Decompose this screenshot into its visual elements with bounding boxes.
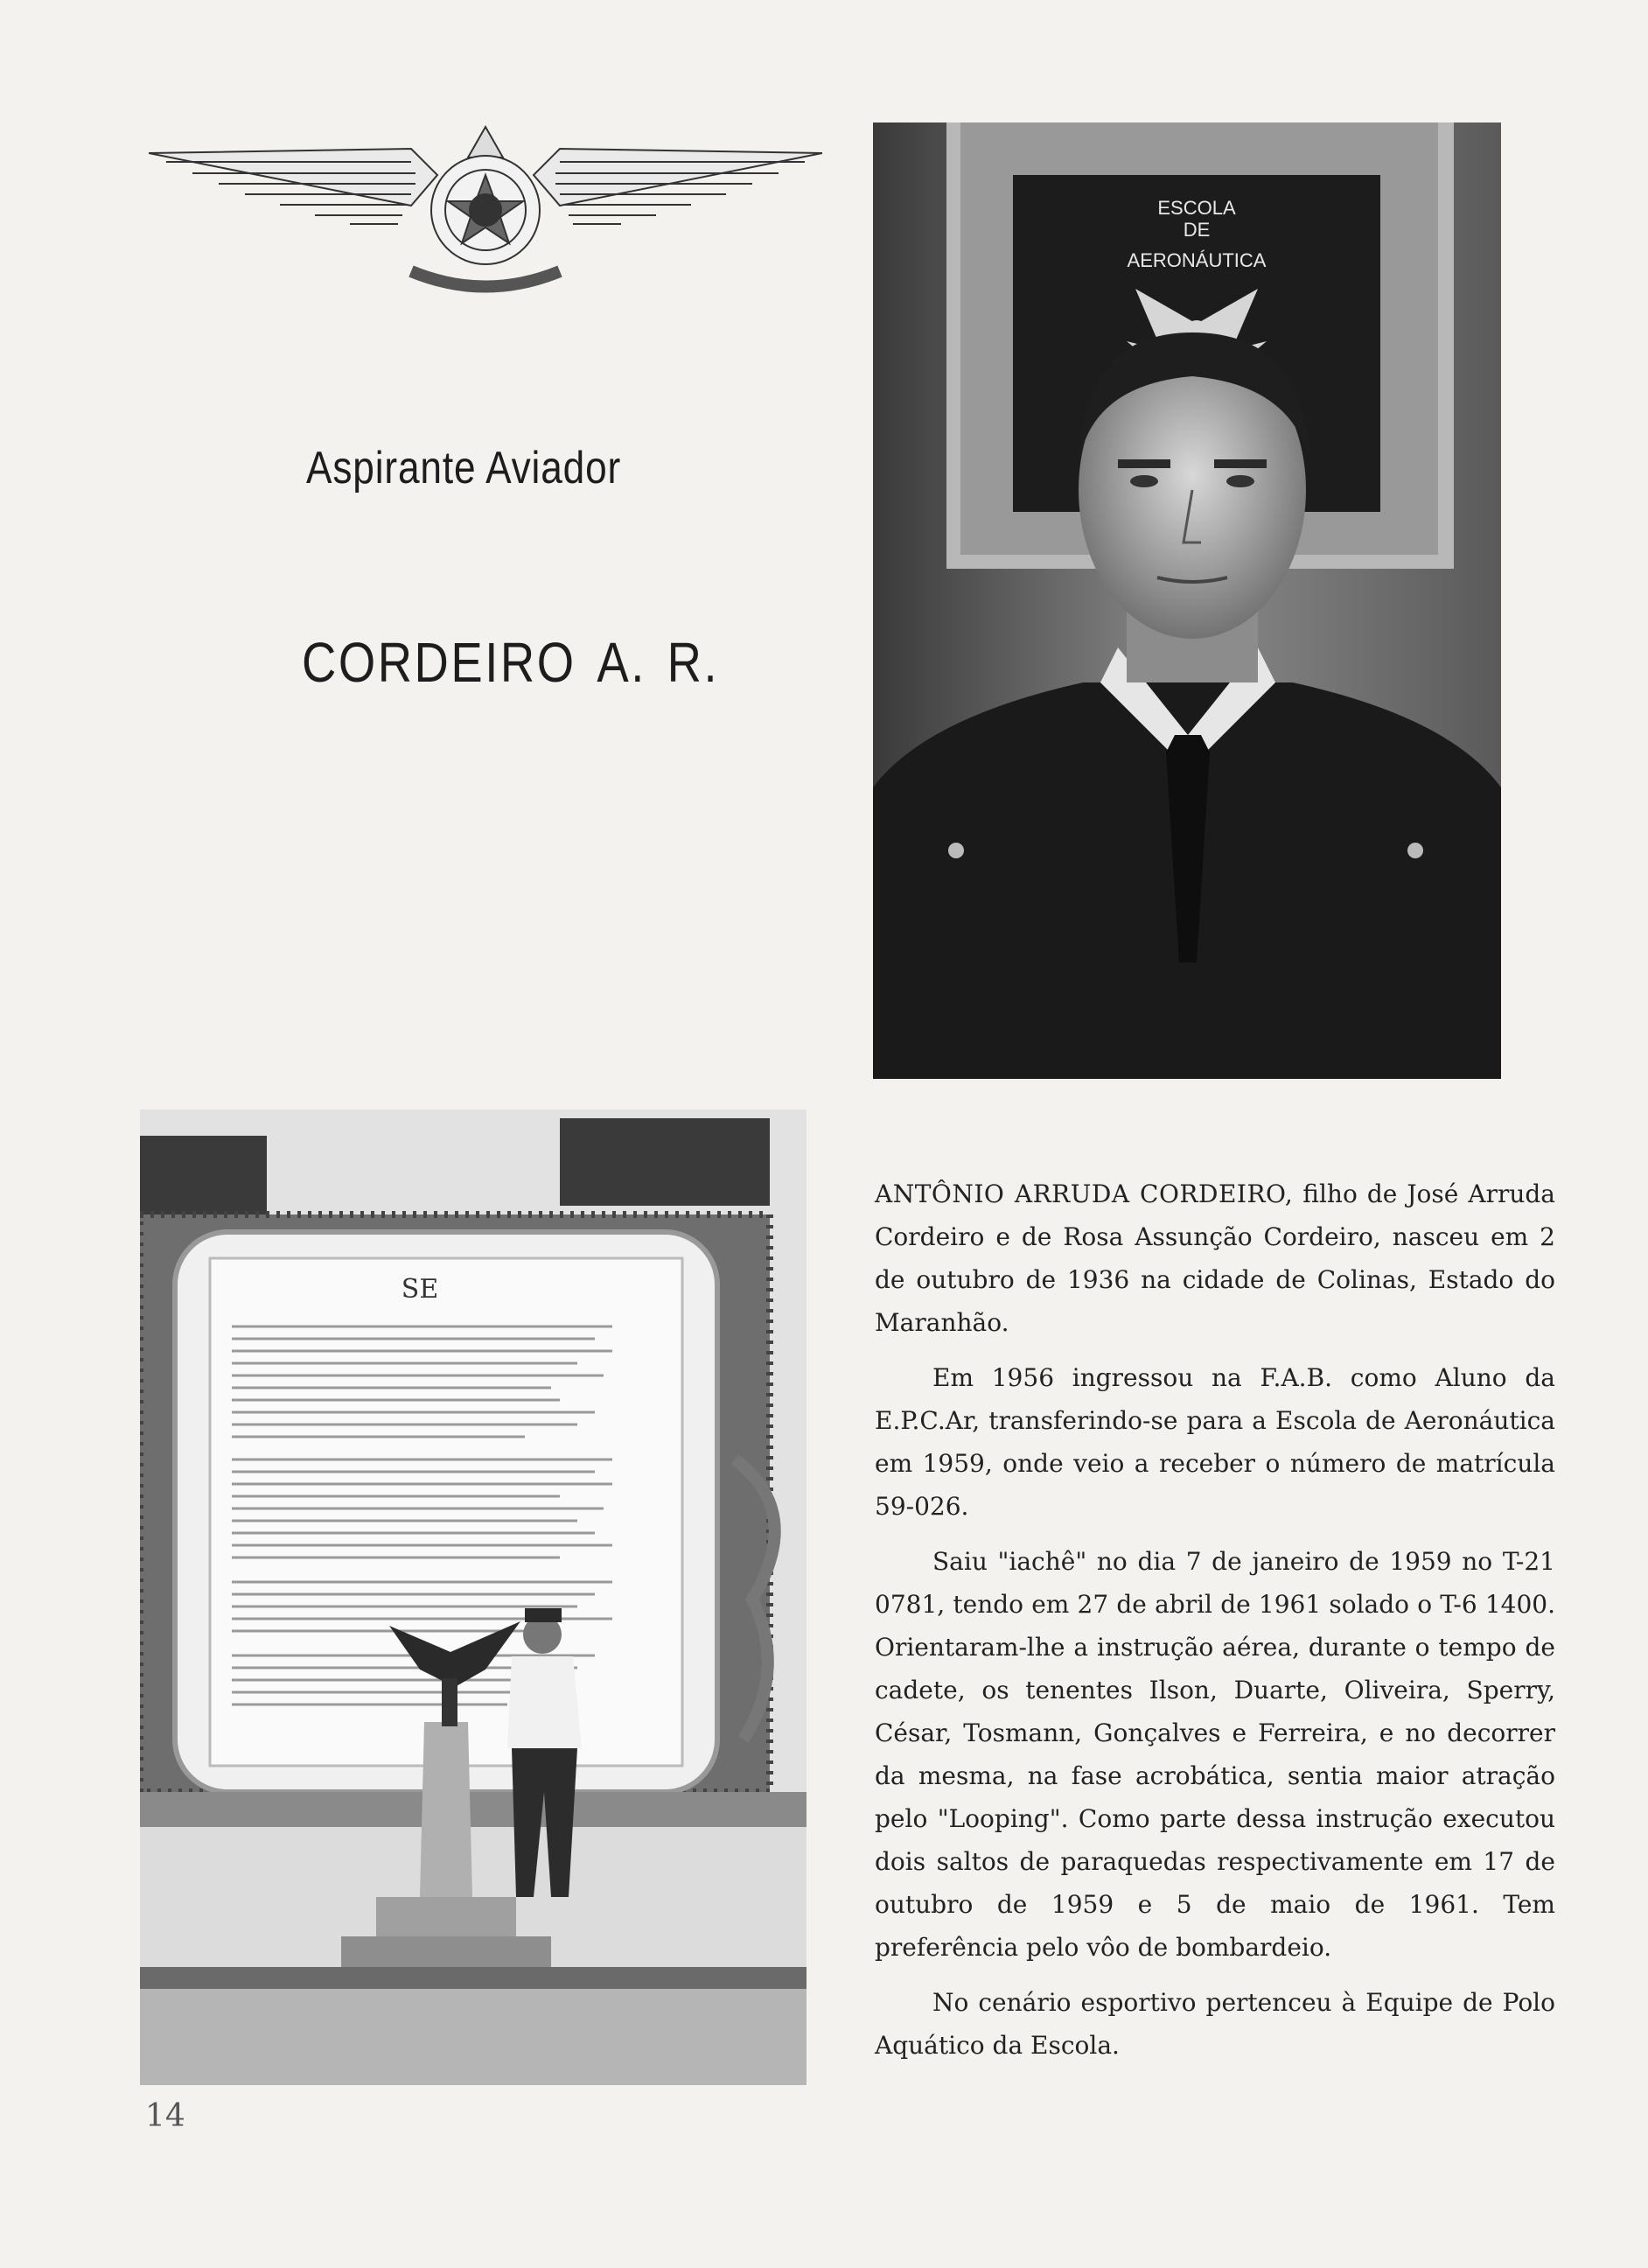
plaque-title: SE — [401, 1274, 439, 1305]
plaque-line-3: AERONÁUTICA — [1127, 249, 1267, 271]
portrait-photo — [873, 122, 1501, 1079]
bio-paragraph-4: No cenário esportivo pertenceu à Equipe de Polo Aquático da Escola. — [875, 1988, 1555, 2060]
bio-paragraph-2: Em 1956 ingressou na F.A.B. como Aluno da E.P.C.Ar, transferindo-se para a Escola de Aeronáutica em 1959, onde veio a receber o número de matrícula 59-026. — [875, 1363, 1555, 1521]
monument-photo — [140, 1110, 807, 2085]
plaque-line-1: ESCOLA — [1157, 197, 1236, 219]
name-initial-1: A. — [597, 631, 646, 694]
plaque-line-2: DE — [1183, 219, 1211, 241]
bio-paragraph-1-rest: filho de José Arruda Cordeiro e de Rosa Assunção Cordeiro, nasceu em 2 de outubro de 1936 na cidade de Colinas, Estado do Maranhão. — [875, 1180, 1556, 1337]
cadet-name — [302, 630, 718, 695]
bio-full-name: ANTÔNIO ARRUDA CORDEIRO, — [875, 1180, 1294, 1208]
wings-insignia — [149, 122, 822, 315]
rank-title: Aspirante Aviador — [306, 443, 622, 494]
insignia-ribbon-text — [149, 122, 150, 123]
name-initial-2: R. — [667, 631, 720, 694]
biography-text — [875, 1172, 1555, 2079]
bio-paragraph-3: Saiu "iachê" no dia 7 de janeiro de 1959 no T-21 0781, tendo em 27 de abril de 1961 solado o T-6 1400. Orientaram-lhe a instrução aérea, durante o tempo de cadete, os tenentes Ilson, Duarte, Oliveira, Sperry, César, Tosmann, Gonçalves e Ferreira, e no decorrer da mesma, na fase acrobática, sentia maior atração pelo "Looping". Como parte dessa instrução executou dois saltos de paraquedas respectivamente em 17 de outubro de 1959 e 5 de maio de 1961. Tem preferência pelo vôo de bombardeio. — [875, 1547, 1555, 1962]
bio-paragraph-1 — [875, 1172, 1555, 1344]
page-number: 14 — [145, 2098, 185, 2134]
name-surname: CORDEIRO — [302, 631, 576, 694]
